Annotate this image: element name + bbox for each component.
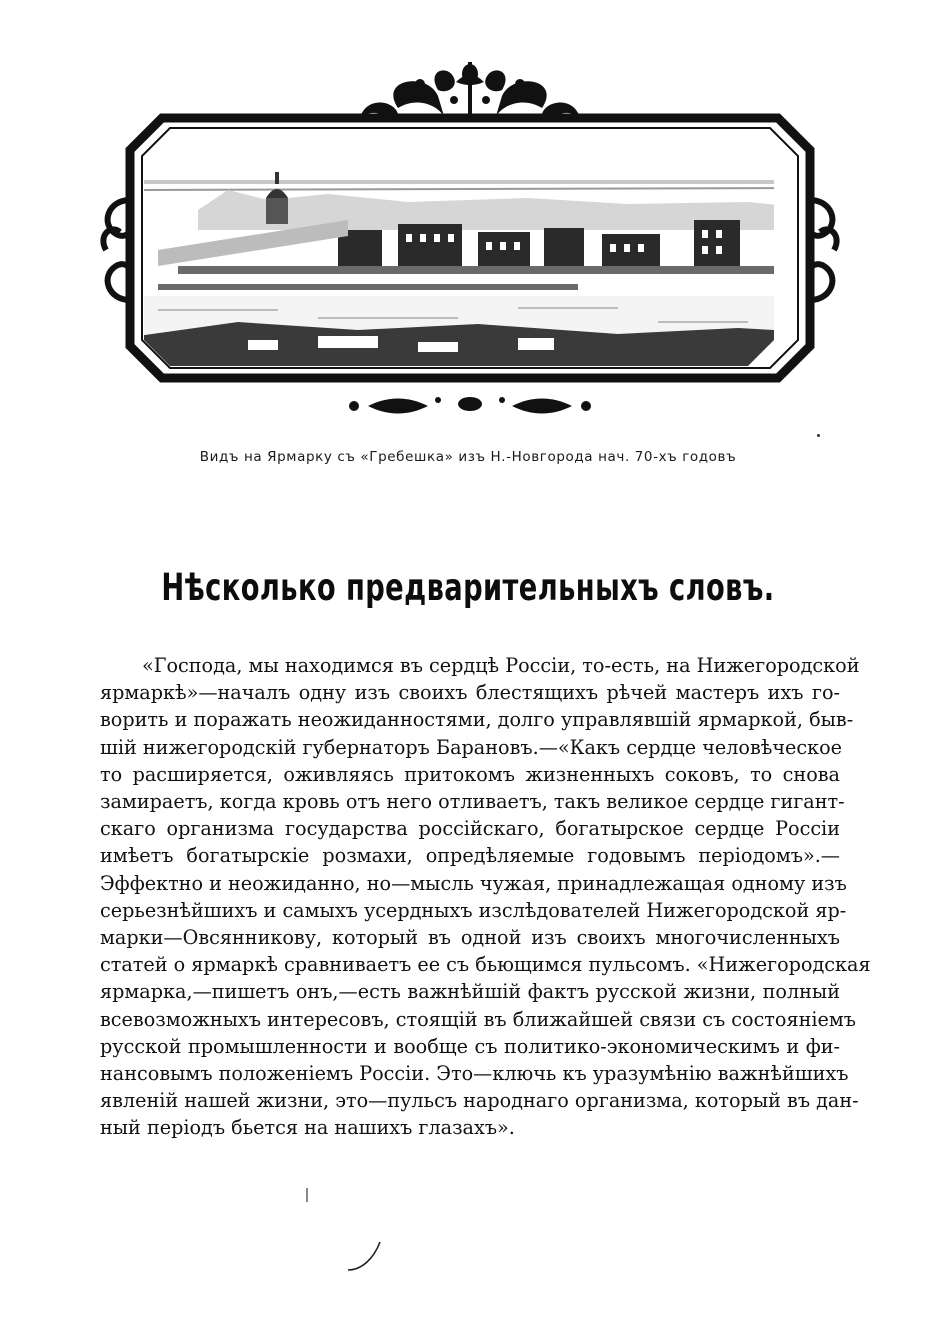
text-line: то расширяется, оживляясь притокомъ жизненныхъ соковъ, то снова (100, 762, 840, 786)
text-line: статей о ярмаркѣ сравниваетъ ее съ бьющимся пульсомъ. «Нижегородская (100, 953, 871, 977)
page-title: Нѣсколько предварительныхъ словъ. (161, 566, 775, 609)
text-line: имѣетъ богатырскіе розмахи, опредѣляемые годовымъ періодомъ».— (100, 844, 840, 868)
text-line: явленій нашей жизни, это—пульсъ народнаго организма, который въ дан- (100, 1089, 859, 1113)
text-line: «Господа, мы находимся въ сердцѣ Россіи, то-есть, на Нижегородской (142, 654, 860, 677)
fair-view-illustration (98, 60, 842, 420)
text-line: ный періодъ бьется на нашихъ глазахъ». (100, 1116, 515, 1140)
text-line: ярмаркѣ»—началъ одну изъ своихъ блестящихъ рѣчей мастеръ ихъ го- (100, 681, 840, 705)
text-line: русской промышленности и вообще съ политико-экономическимъ и фи- (100, 1034, 840, 1058)
text-line: ворить и поражать неожиданностями, долго управлявшій ярмаркой, быв- (100, 708, 854, 732)
ink-speck (306, 1188, 308, 1202)
illustration-caption: Видъ на Ярмарку съ «Гребешка» изъ Н.-Новгорода нач. 70-хъ годовъ (199, 449, 737, 465)
text-line: всевозможныхъ интересовъ, стоящій въ ближайшей связи съ состояніемъ (100, 1007, 856, 1031)
text-line: нансовымъ положеніемъ Россіи. Это—ключь къ уразумѣнію важнѣйшихъ (100, 1062, 849, 1086)
article-body (100, 652, 871, 1142)
text-line: Эффектно и неожиданно, но—мысль чужая, принадлежащая одному изъ (100, 871, 847, 895)
text-line: марки—Овсянникову, который въ одной изъ своихъ многочисленныхъ (100, 926, 840, 950)
text-line: скаго организма государства россійскаго, богатырское сердце Россіи (100, 817, 840, 841)
text-line: ярмарка,—пишетъ онъ,—есть важнѣйшій фактъ русской жизни, полный (100, 980, 840, 1004)
text-line: замираетъ, когда кровь отъ него отливаетъ, такъ великое сердце гигант- (100, 790, 845, 814)
bottom-ornament (349, 397, 591, 414)
text-line: шій нижегородскій губернаторъ Барановъ.—«Какъ сердце человѣческое (100, 735, 843, 759)
ink-speck (817, 434, 820, 437)
text-line: серьезнѣйшихъ и самыхъ усердныхъ изслѣдователей Нижегородской яр- (100, 898, 847, 922)
pen-stroke-mark (344, 1236, 388, 1276)
fair-panorama (138, 126, 808, 374)
top-ornament (360, 62, 580, 120)
